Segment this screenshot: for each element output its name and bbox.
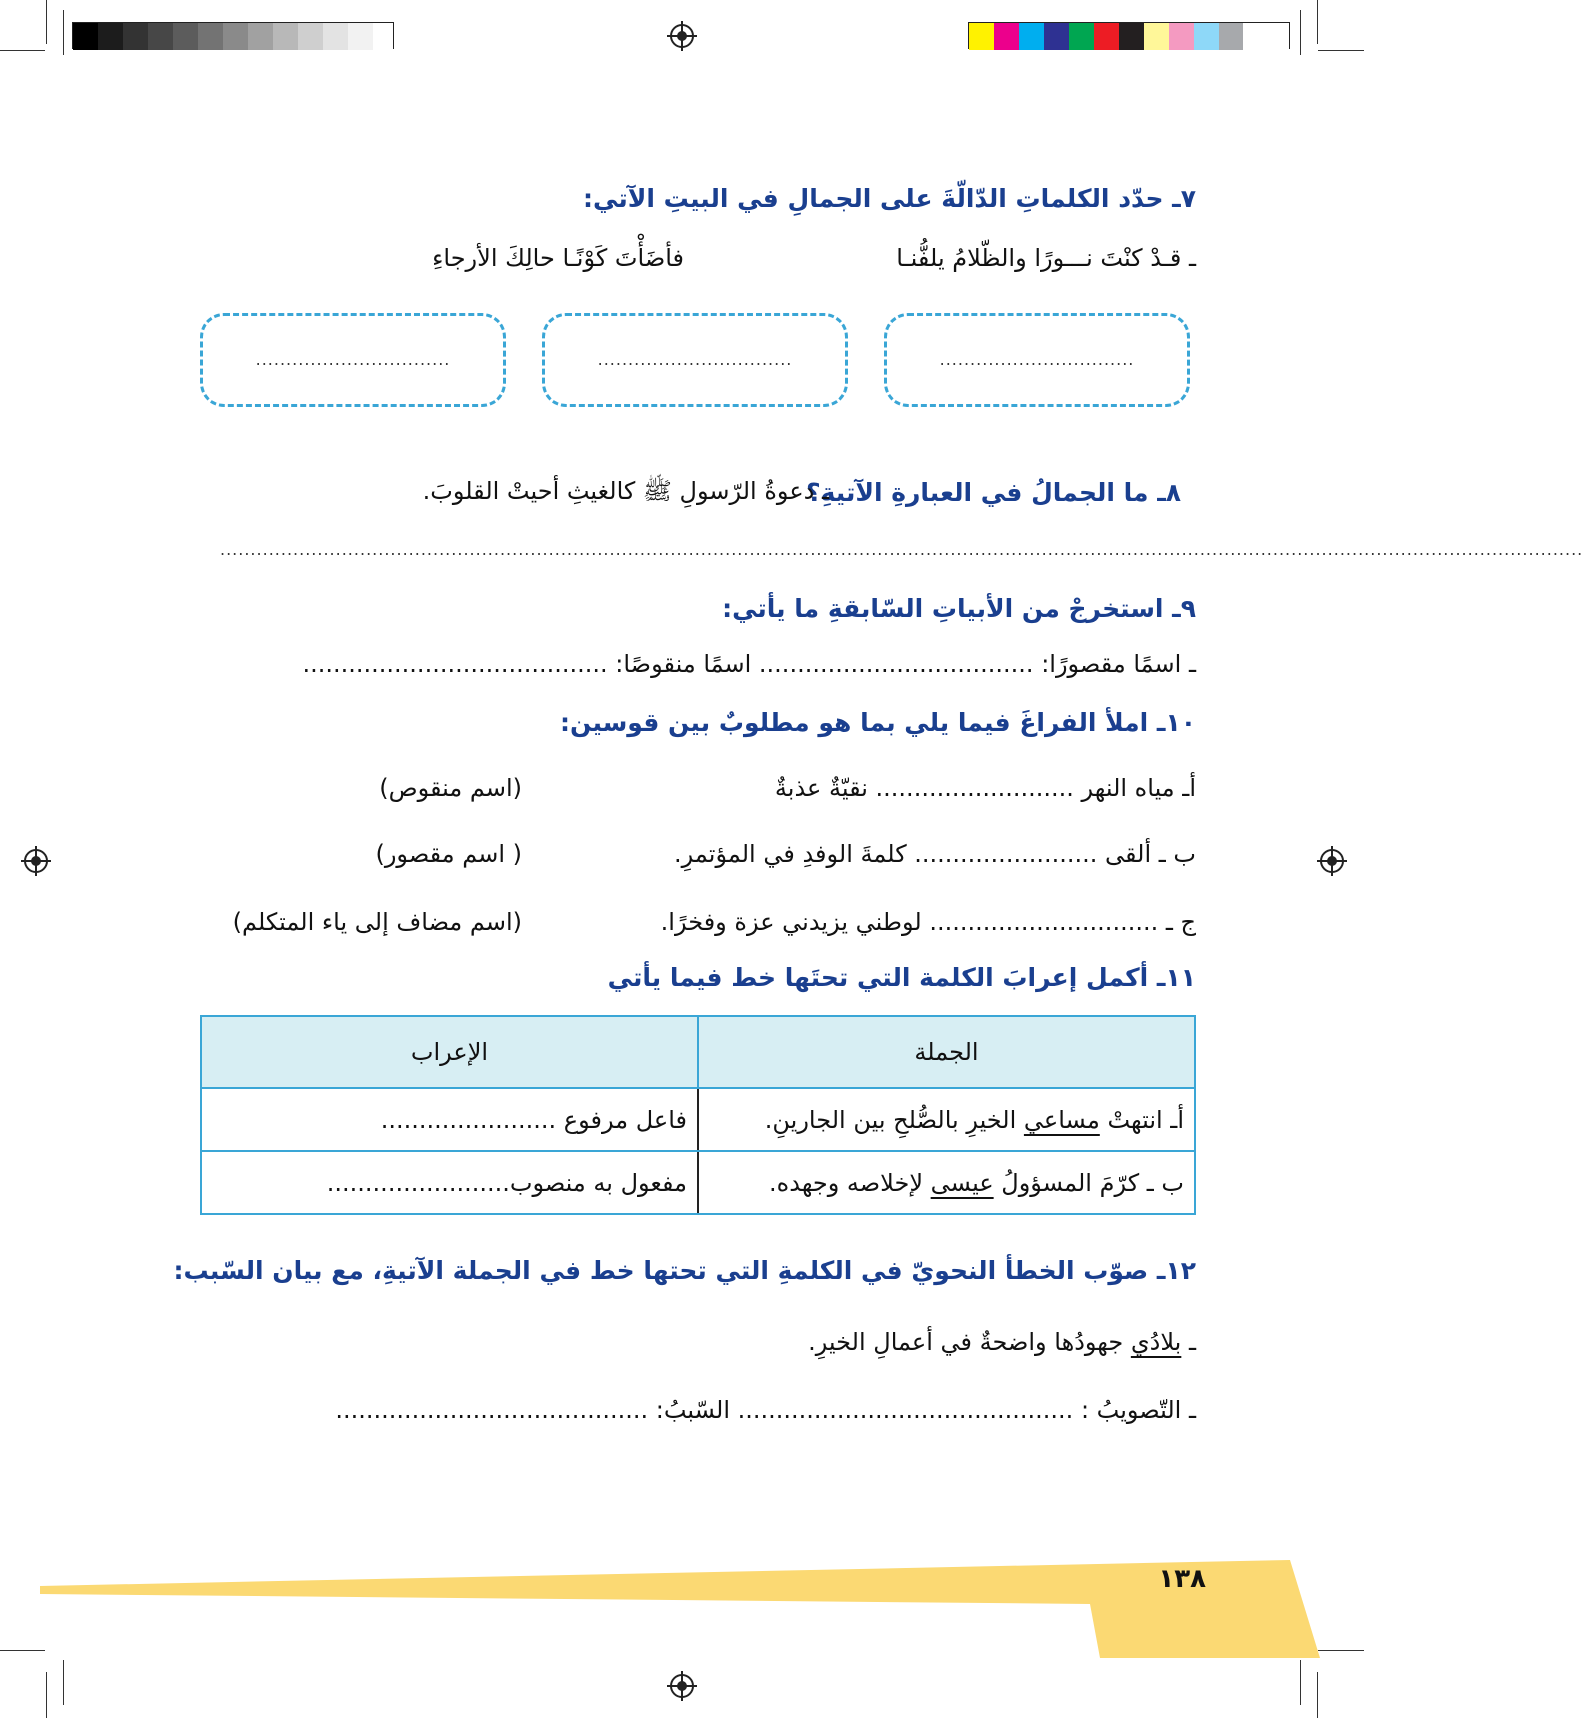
registration-mark-icon — [670, 1674, 694, 1698]
color-strip — [968, 22, 1290, 49]
table-row — [201, 1151, 1195, 1214]
crop-mark — [46, 0, 47, 44]
q10-item-b: ب ـ ألقى ........................ كلمةَ الوفدِ في المؤتمرِ. — [674, 840, 1196, 868]
table-row — [201, 1088, 1195, 1151]
grayscale-strip — [72, 22, 394, 49]
page-number: ١٣٨ — [1158, 1564, 1206, 1594]
answer-dots: ................................ — [255, 350, 451, 369]
irab-cell[interactable]: فاعل مرفوع ....................... — [201, 1088, 698, 1151]
answer-box[interactable] — [200, 313, 506, 407]
answer-box[interactable] — [884, 313, 1190, 407]
crop-mark — [46, 1672, 47, 1718]
q12-sentence: ـ بلادُي جهودُها واضحةٌ في أعمالِ الخيرِ. — [808, 1328, 1196, 1356]
crop-mark — [1300, 1660, 1301, 1705]
q11-heading: ١١ـ أكمل إعرابَ الكلمة التي تحتَها خط فيما يأتي — [607, 963, 1196, 992]
q8-heading: ٨ـ ما الجمالُ في العبارةِ الآتيةِ؟ — [806, 478, 1181, 507]
crop-mark — [1317, 0, 1318, 44]
answer-dots: ................................ — [939, 350, 1135, 369]
q12-heading: ١٢ـ صوّب الخطأ النحويّ في الكلمةِ التي تحتها خط في الجملة الآتيةِ، مع بيان السّبب: — [173, 1256, 1196, 1285]
q8-phrase: ـ دعوةُ الرّسولِ ﷺ كالغيثِ أحيتْ القلوبَ. — [422, 477, 829, 505]
q9-line: ـ اسمًا مقصورًا: .................................... اسمًا منقوصًا: ........................................ — [302, 650, 1196, 678]
q7-verse-second: فأضَأْتَ كَوْنًـا حالِكَ الأرجاءِ — [432, 244, 684, 272]
q8-answer-line[interactable]: ................................................................................................................................................................................................................................ — [220, 540, 1583, 559]
q7-verse-first: ـ قـدْ كنْتَ نـــورًا والظّلامُ يلفُّنـا — [896, 244, 1196, 272]
sentence-cell: ب ـ كرّمَ المسؤولُ عيسى لإخلاصه وجهده. — [698, 1151, 1195, 1214]
column-header-sentence: الجملة — [698, 1016, 1195, 1088]
crop-mark — [63, 10, 64, 55]
q9-heading: ٩ـ استخرجْ من الأبياتِ السّابقةِ ما يأتي: — [722, 594, 1196, 623]
q10-hint-c: (اسم مضاف إلى ياء المتكلم) — [232, 908, 522, 936]
registration-mark-icon — [1320, 849, 1344, 873]
table-header-row — [201, 1016, 1195, 1088]
registration-mark-icon — [24, 849, 48, 873]
crop-mark — [63, 1660, 64, 1705]
column-header-irab: الإعراب — [201, 1016, 698, 1088]
underlined-word: مساعي — [1023, 1105, 1100, 1134]
crop-mark — [1300, 10, 1301, 55]
q7-heading: ٧ـ حدّد الكلماتِ الدّالّةَ على الجمالِ في البيتِ الآتي: — [583, 184, 1196, 213]
q10-item-c: ج ـ .............................. لوطني يزيدني عزة وفخرًا. — [660, 908, 1196, 936]
underlined-word: عيسى — [930, 1168, 994, 1197]
sentence-cell: أـ انتهتْ مساعي الخيرِ بالصُّلحِ بين الجارينِ. — [698, 1088, 1195, 1151]
answer-box[interactable] — [542, 313, 848, 407]
answer-dots: ................................ — [597, 350, 793, 369]
crop-mark — [1317, 1672, 1318, 1718]
q12-correction-line[interactable]: ـ التّصويبُ : ............................................ السّببُ: ......................................... — [335, 1396, 1196, 1424]
q10-item-a: أـ مياه النهر .......................... نقيّةٌ عذبةٌ — [774, 774, 1196, 802]
irab-cell[interactable]: مفعول به منصوب........................ — [201, 1151, 698, 1214]
q10-hint-b: ( اسم مقصور) — [375, 840, 522, 868]
q10-heading: ١٠ـ املأ الفراغَ فيما يلي بما هو مطلوبٌ بين قوسين: — [560, 708, 1196, 737]
underlined-word: بلادُي — [1130, 1328, 1182, 1356]
irab-table — [200, 1015, 1196, 1215]
crop-mark — [1318, 50, 1364, 51]
crop-mark — [0, 50, 45, 51]
q10-hint-a: (اسم منقوص) — [379, 774, 522, 802]
registration-mark-icon — [670, 24, 694, 48]
